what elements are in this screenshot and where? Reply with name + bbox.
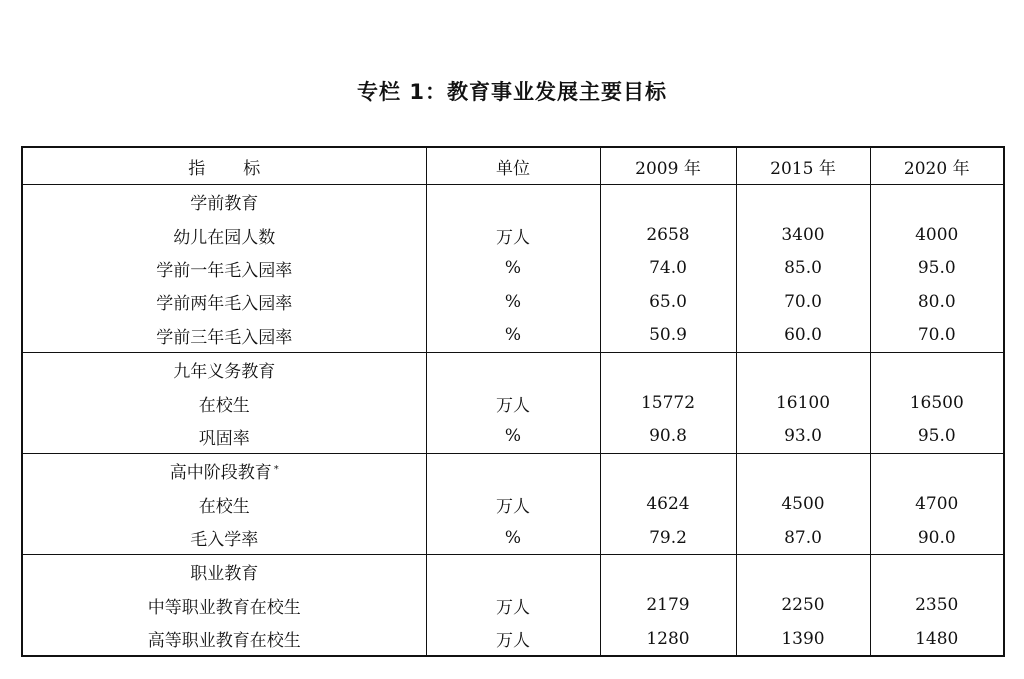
section-header-row: [22, 454, 1004, 488]
section-name-text: 九年义务教育: [173, 362, 276, 383]
section-name: [22, 185, 426, 219]
value-2015: 2250: [736, 589, 870, 622]
value-2015: 4500: [736, 488, 870, 521]
table-row: [22, 218, 1004, 251]
section-name-text: 职业教育: [190, 564, 259, 585]
empty-cell: [870, 185, 1004, 219]
indicator-name: 学前一年毛入园率: [22, 252, 426, 285]
value-2020: 16500: [870, 386, 1004, 419]
indicator-name: 在校生: [22, 488, 426, 521]
value-2015: 3400: [736, 218, 870, 251]
value-2015: 93.0: [736, 420, 870, 454]
empty-cell: [426, 185, 600, 219]
value-2009: 2658: [600, 218, 736, 251]
header-year-2009: 2009 年: [600, 147, 736, 185]
indicator-name: 巩固率: [22, 420, 426, 454]
education-targets-table: [21, 146, 1005, 657]
indicator-name: 学前三年毛入园率: [22, 319, 426, 353]
empty-cell: [736, 185, 870, 219]
value-2009: 4624: [600, 488, 736, 521]
value-2015: 16100: [736, 386, 870, 419]
value-2015: 1390: [736, 622, 870, 656]
empty-cell: [426, 555, 600, 589]
unit-cell: %: [426, 420, 600, 454]
section-name: [22, 454, 426, 488]
header-year-2015: 2015 年: [736, 147, 870, 185]
value-2009: 1280: [600, 622, 736, 656]
value-2015: 85.0: [736, 252, 870, 285]
table-row: [22, 622, 1004, 656]
empty-cell: [426, 352, 600, 386]
empty-cell: [600, 352, 736, 386]
value-2020: 90.0: [870, 521, 1004, 555]
unit-cell: %: [426, 252, 600, 285]
value-2009: 50.9: [600, 319, 736, 353]
indicator-name: 毛入学率: [22, 521, 426, 555]
value-2015: 70.0: [736, 285, 870, 318]
value-2009: 90.8: [600, 420, 736, 454]
section-header-row: [22, 555, 1004, 589]
indicator-name: 在校生: [22, 386, 426, 419]
value-2009: 79.2: [600, 521, 736, 555]
table-header-row: [22, 147, 1004, 185]
value-2009: 65.0: [600, 285, 736, 318]
unit-cell: 万人: [426, 488, 600, 521]
header-indicator-part-2: 标: [243, 158, 261, 179]
empty-cell: [600, 185, 736, 219]
empty-cell: [870, 555, 1004, 589]
unit-cell: 万人: [426, 386, 600, 419]
empty-cell: [870, 454, 1004, 488]
header-year-2020: 2020 年: [870, 147, 1004, 185]
value-2015: 87.0: [736, 521, 870, 555]
value-2020: 4700: [870, 488, 1004, 521]
value-2020: 95.0: [870, 420, 1004, 454]
empty-cell: [600, 555, 736, 589]
value-2020: 2350: [870, 589, 1004, 622]
table-row: [22, 319, 1004, 353]
empty-cell: [426, 454, 600, 488]
section-name-text: 学前教育: [190, 194, 259, 215]
value-2020: 80.0: [870, 285, 1004, 318]
value-2020: 1480: [870, 622, 1004, 656]
section-name: [22, 352, 426, 386]
section-name-text: 高中阶段教育: [169, 463, 272, 484]
value-2020: 70.0: [870, 319, 1004, 353]
header-unit: 单位: [426, 147, 600, 185]
empty-cell: [736, 352, 870, 386]
unit-cell: %: [426, 521, 600, 555]
unit-cell: 万人: [426, 218, 600, 251]
value-2009: 2179: [600, 589, 736, 622]
empty-cell: [870, 352, 1004, 386]
empty-cell: [600, 454, 736, 488]
table-row: [22, 420, 1004, 454]
value-2020: 95.0: [870, 252, 1004, 285]
indicator-name: 中等职业教育在校生: [22, 589, 426, 622]
section-header-row: [22, 352, 1004, 386]
table-row: [22, 252, 1004, 285]
section-name: [22, 555, 426, 589]
value-2015: 60.0: [736, 319, 870, 353]
table-row: [22, 386, 1004, 419]
table-row: [22, 488, 1004, 521]
table-row: [22, 521, 1004, 555]
unit-cell: 万人: [426, 622, 600, 656]
section-footnote-mark: *: [273, 463, 279, 475]
header-indicator-part-1: 指: [188, 158, 206, 179]
value-2009: 74.0: [600, 252, 736, 285]
unit-cell: 万人: [426, 589, 600, 622]
empty-cell: [736, 454, 870, 488]
unit-cell: %: [426, 319, 600, 353]
indicator-name: 学前两年毛入园率: [22, 285, 426, 318]
page-title: 专栏 1：教育事业发展主要目标: [357, 80, 667, 104]
section-header-row: [22, 185, 1004, 219]
header-indicator: [22, 147, 426, 185]
value-2020: 4000: [870, 218, 1004, 251]
table-row: [22, 589, 1004, 622]
table-row: [22, 285, 1004, 318]
unit-cell: %: [426, 285, 600, 318]
empty-cell: [736, 555, 870, 589]
indicator-name: 高等职业教育在校生: [22, 622, 426, 656]
indicator-name: 幼儿在园人数: [22, 218, 426, 251]
value-2009: 15772: [600, 386, 736, 419]
